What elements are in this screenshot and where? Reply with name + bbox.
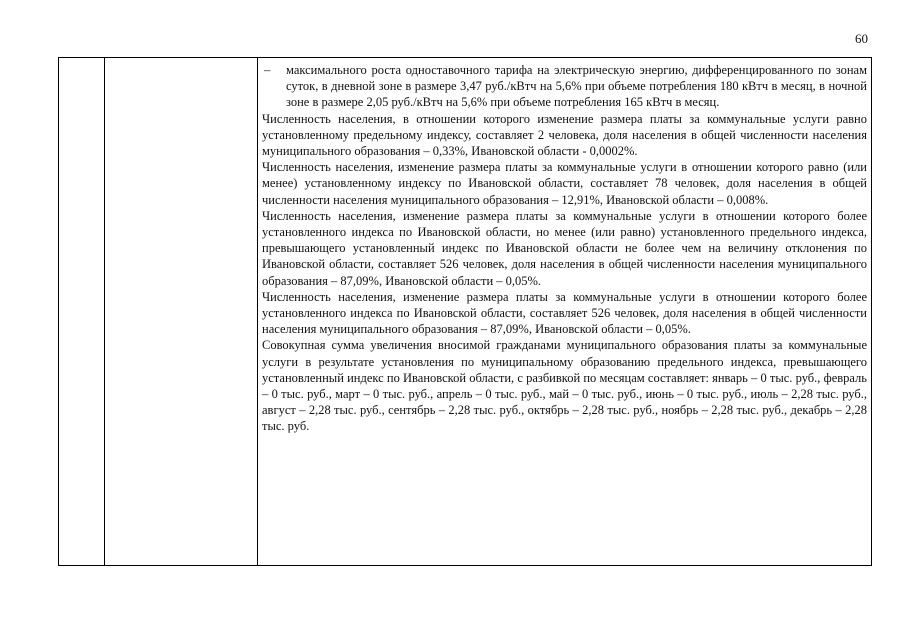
paragraph-population-between-indices: Численность населения, изменение размера платы за коммунальные услуги в отношении которого более установленного индекса по Ивановской области, но менее (или равно) установленного предельного индекса, превышающего установленный индекс по Ивановской области не более чем на величину отклонения по Ивановской области, составляет 526 человек, доля населения в общей численности населения муниципального образования – 87,09%, Ивановской области – 0,05%.: [262, 208, 867, 288]
paragraph-monthly-total: Совокупная сумма увеличения вносимой гражданами муниципального образования платы за коммунальные услуги в результате установления по муниципальному образованию предельного индекса, превышающего установленный индекс по Ивановской области, с разбивкой по месяцам составляет: январь – 0 тыс. руб., февраль – 0 тыс. руб., март – 0 тыс. руб., апрель – 0 тыс. руб., май – 0 тыс. руб., июнь – 0 тыс. руб., июль – 2,28 тыс. руб., август – 2,28 тыс. руб., сентябрь – 2,28 тыс. руб., октябрь – 2,28 тыс. руб., ноябрь – 2,28 тыс. руб., декабрь – 2,28 тыс. руб.: [262, 338, 867, 434]
bullet-dash: –: [264, 63, 271, 77]
bullet-text: максимального роста одноставочного тарифа на электрическую энергию, дифференцированного по зонам суток, в дневной зоне в размере 3,47 руб./кВтч на 5,6% при объеме потребления 180 кВтч в месяц, в ночной зоне в размере 2,05 руб./кВтч на 5,6% при объеме потребления 165 кВтч в месяц.: [286, 63, 867, 110]
table-cell-index: [59, 58, 105, 566]
paragraph-population-above-index: Численность населения, изменение размера платы за коммунальные услуги в отношении которого более установленного индекса по Ивановской области, составляет 526 человек, доля населения в общей численности населения муниципального образования – 87,09%, Ивановской области – 0,05%.: [262, 289, 867, 337]
paragraph-population-below-index: Численность населения, изменение размера платы за коммунальные услуги в отношении которого равно (или менее) установленному индексу по Ивановской области, составляет 78 человек, доля населения в общей численности населения муниципального образования – 12,91%, Ивановской области – 0,008%.: [262, 160, 867, 207]
table-cell-name: [105, 58, 258, 566]
table-cell-content: [258, 58, 872, 566]
content-text-block: [258, 58, 871, 435]
paragraph-population-equal-limit: Численность населения, в отношении которого изменение размера платы за коммунальные услуги равно установленному предельному индексу, составляет 2 человека, доля населения в общей численности населения муниципального образования – 0,33%, Ивановской области - 0,0002%.: [262, 111, 867, 159]
page-number: 60: [855, 31, 868, 46]
bullet-item: [262, 62, 867, 111]
document-table: [58, 57, 872, 566]
table-row: [59, 58, 872, 566]
